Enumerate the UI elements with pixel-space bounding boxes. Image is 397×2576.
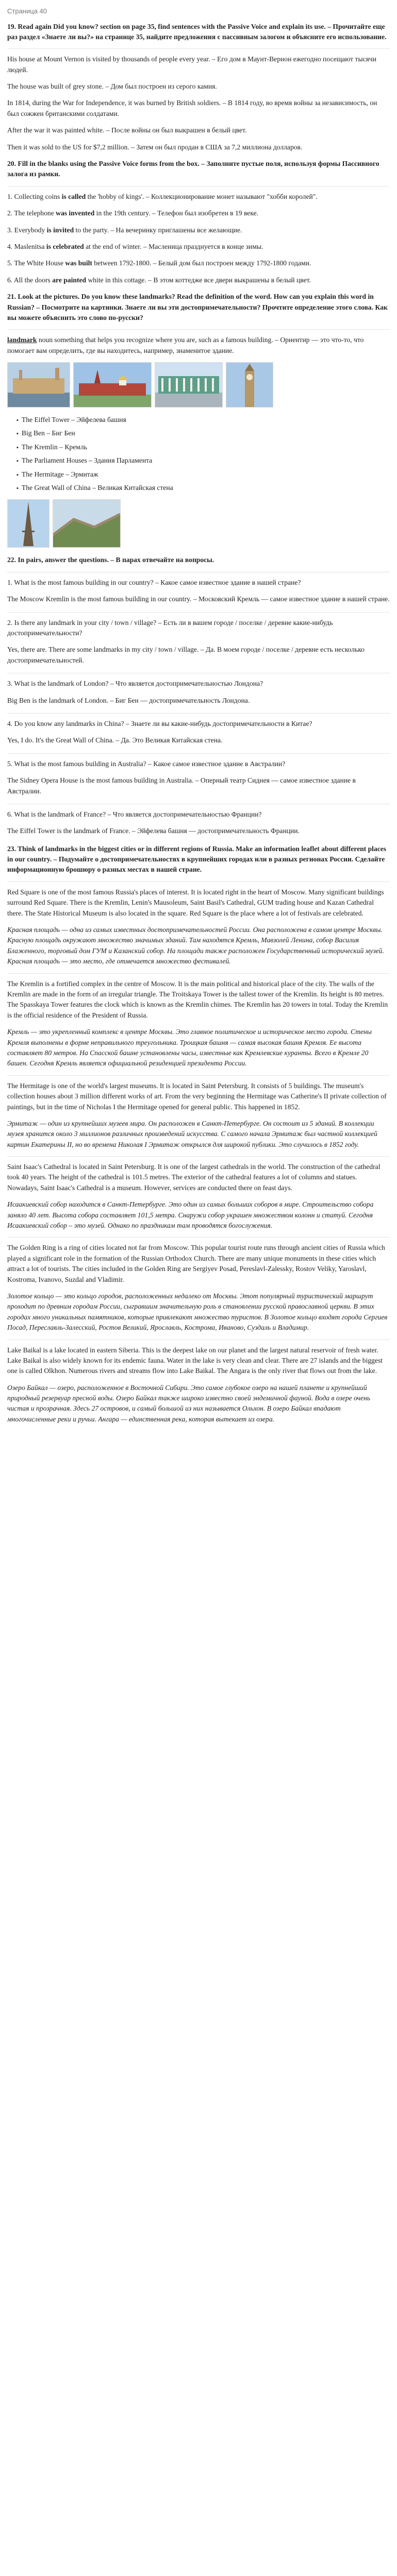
- landmark-photos-row-2: [7, 499, 390, 548]
- ex23-paragraph-en: The Kremlin is a fortified complex in the centre of Moscow. It is the main political and historical place of the city. The walls of the Kremlin are made in the form of an irregular triangle. The Troitskaya Tower is the tallest tower of the Kremlin. Its height is 80 metres. The Spasskaya Tower features the clock which is known as the Kremlin chimes. The Kremlin has 20 towers in total. Today the Kremlin is the official residence of the President of Russia.: [7, 979, 388, 1019]
- ex22-answer: Big Ben is the landmark of London. – Биг Бен — достопримечательность Лондона.: [7, 696, 250, 704]
- landmark-item: ▪ The Eiffel Tower – Эйфелева башня: [16, 415, 390, 425]
- ex23-paragraph-ru: Озеро Байкал — озеро, расположенное в Восточной Сибири. Это самое глубокое озеро на нашей планете и крупнейший природный резервуар пресной воды. Озеро Байкал также широко известно своей эндемичной фауной. Вода в озере очень чистая и прозрачная. Здесь 27 островов, и самый большой из них называется Ольхон. В озеро Байкал впадают многочисленные реки и ручьи. Ангара — единственная река, которая вытекает из озера.: [7, 1383, 370, 1423]
- definition-word: landmark: [7, 336, 37, 344]
- photo-great-wall: [53, 499, 121, 548]
- ex20-item-answer: are painted: [52, 276, 87, 284]
- photo-kremlin: [73, 362, 152, 408]
- ex23-paragraph-ru: Эрмитаж — один из крупнейших музеев мира. Он расположен в Санкт-Петербурге. Он состоит из 5 зданий. В коллекции музея хранится около 3 миллионов различных произведений искусства. С самого начала Эрмитаж был частной коллекцией картин Екатерины II, но во времена Николая I Эрмитаж открылся для широкой публики. Это случилось в 1852 году.: [7, 1119, 377, 1148]
- page-label: Страница 40: [7, 7, 47, 15]
- ex20-item-answer: was invented: [56, 209, 95, 217]
- ex19-item: His house at Mount Vernon is visited by thousands of people every year. – Его дом в Маунт-Вернон ежегодно посещают тысячи людей.: [7, 55, 376, 74]
- ex23-paragraph-ru: Кремль — это укрепленный комплекс в центре Москвы. Это главное политическое и историческое место города. Стены Кремля выполнены в форме неправильного треугольника. Троицкая башня — самая высокая башня Кремля. Ее высота составляет 80 метров. На Спасской башне установлены часы, известные как Кремлевские куранты. Всего в Кремле 20 башен. Сегодня Кремль является официальной резиденцией президента России.: [7, 1028, 372, 1067]
- ex20-item-answer: is invited: [46, 226, 74, 234]
- divider: [7, 753, 390, 754]
- ex23-paragraph-ru: Исаакиевский собор находится в Санкт-Петербурге. Это один из самых больших соборов в мире. Строительство собора заняло 40 лет. Высота собора составляет 101,5 метра. Снаружи собор украшен множеством колонн и статуй. Сегодня Исаакиевский собор – это музей. Однако по праздникам там проводятся богослужения.: [7, 1200, 374, 1230]
- ex23-paragraph-en: Lake Baikal is a lake located in eastern Siberia. This is the deepest lake on our planet and the largest natural reservoir of fresh water. Lake Baikal is also widely known for its endemic fauna. Water in the lake is very clean and clear. There are 27 islands and the biggest one is called Olkhon. Numerous rivers and streams flow into Lake Baikal. The Angara is the only river that flows out from the lake.: [7, 1346, 383, 1375]
- ex22-question: 2. Is there any landmark in your city / town / village? – Есть ли в вашем городе / поселке / деревне какие-нибудь достопримечательности?: [7, 618, 333, 637]
- divider: [7, 713, 390, 714]
- ex20-item-post: the 'hobby of kings'. – Коллекционирование монет называют "хобби королей".: [86, 192, 318, 200]
- divider: [7, 329, 390, 330]
- ex23-title: 23. Think of landmarks in the biggest cities or in different regions of Russia. Make an information leaflet about different places in our country. – Подумайте о достопримечательностях в крупнейших городах или в разных регионах России. Сделайте информационную брошюру о разных местах в нашей стране.: [7, 844, 387, 874]
- ex20-item-post: in the 19th century. – Телефон был изобретен в 19 веке.: [94, 209, 259, 217]
- ex20-item-answer: is called: [61, 192, 86, 200]
- ex22-question: 5. What is the most famous building in Australia? – Какое самое известное здание в Австралии?: [7, 759, 286, 768]
- divider: [7, 612, 390, 613]
- ex19-item: The house was built of grey stone. – Дом был построен из серого камня.: [7, 82, 217, 91]
- ex20-item-answer: is celebrated: [46, 242, 84, 250]
- definition-text: noun something that helps you recognize where you are, such as a famous building. – Ориентир — это что-то, что помогает вам определить, где вы находитесь, например, знаменитое здание.: [7, 336, 364, 354]
- ex20-item-post: between 1792-1800. – Белый дом был построен между 1792-1800 годами.: [92, 259, 311, 267]
- ex20-item: [7, 208, 390, 218]
- ex23-paragraph-ru: Золотое кольцо — это кольцо городов, расположенных недалеко от Москвы. Этот популярный туристический маршрут проходит по древним городам России, сыгравшим значительную роль в становлении русской православной церкви. В этих городах много уникальных памятников, которые привлекают множество туристов. В Золотое кольцо входят города Сергиев Посад, Переславль-Залесский, Ростов Великий, Ярославль, Кострома, Иваново, Суздаль и Владимир.: [7, 1292, 388, 1332]
- ex20-title: 20. Fill in the blanks using the Passive Voice forms from the box. – Заполните пустые поля, используя формы Пассивного залога из рамки.: [7, 160, 379, 178]
- photo-parliament: [7, 362, 70, 408]
- ex20-item: [7, 275, 390, 285]
- ex22-answer: Yes, there are. There are some landmarks in my city / town / village. – Да. В моем городе / поселке / деревне есть несколько достопримечательностей.: [7, 646, 365, 664]
- ex20-item-post: white in this cottage. – В этом коттедже все двери выкрашены в белый цвет.: [86, 276, 311, 284]
- ex22-question: 4. Do you know any landmarks in China? – Знаете ли вы какие-нибудь достопримечательности в Китае?: [7, 719, 312, 727]
- divider: [7, 186, 390, 187]
- ex21-definition: [7, 335, 390, 356]
- ex20-item-pre: 2. The telephone: [7, 209, 56, 217]
- ex20-item-pre: 4. Maslenitsa: [7, 242, 46, 250]
- photo-hermitage: [155, 362, 223, 408]
- landmark-item: ▪ The Kremlin – Кремль: [16, 442, 390, 452]
- ex22-question: 1. What is the most famous building in our country? – Какое самое известное здание в нашей стране?: [7, 578, 301, 586]
- landmark-photos-row-1: [7, 362, 390, 408]
- ex20-item-pre: 5. The White House: [7, 259, 65, 267]
- ex20-item: [7, 192, 390, 202]
- landmark-item: ▪ The Hermitage – Эрмитаж: [16, 469, 390, 480]
- ex19-item: In 1814, during the War for Independence, it was burned by British soldiers. – В 1814 году, во время войны за независимость, он был сожжен британскими солдатами.: [7, 99, 377, 117]
- landmark-item: ▪ The Parliament Houses – Здания Парламента: [16, 455, 390, 466]
- ex20-item-answer: was built: [65, 259, 92, 267]
- landmark-item: ▪ Big Ben – Биг Бен: [16, 428, 390, 438]
- ex19-item: After the war it was painted white. – После войны он был выкрашен в белый цвет.: [7, 126, 247, 134]
- divider: [7, 48, 390, 49]
- divider: [7, 1156, 390, 1157]
- ex23-paragraph-ru: Красная площадь — одна из самых известных достопримечательностей России. Она расположена в самом центре Москвы. Красную площадь окружают множество значимых зданий. Там находятся Кремль, Мавзолей Ленина, собор Василия Блаженного, торговый дом ГУМ и Казанский собор. На площади также расположен Государственный исторический музей. Красная площадь — это место, где отмечается множество фестивалей.: [7, 926, 384, 965]
- ex20-item-post: at the end of winter. – Масленица празднуется в конце зимы.: [84, 242, 263, 250]
- ex20-item: [7, 258, 390, 268]
- landmark-list: [7, 415, 390, 493]
- photo-eiffel-tower: [7, 499, 49, 548]
- ex20-item-pre: 3. Everybody: [7, 226, 47, 234]
- ex22-question: 6. What is the landmark of France? – Что является достопримечательностью Франции?: [7, 810, 262, 818]
- divider: [7, 1075, 390, 1076]
- ex22-answer: The Moscow Kremlin is the most famous building in our country. – Московский Кремль — самое известное здание в нашей стране.: [7, 595, 390, 603]
- ex23-paragraph-en: The Hermitage is one of the world's largest museums. It is located in Saint Petersburg. It consists of 5 buildings. The museum's collection houses about 3 million different works of art. From the very beginning the Hermitage was Catherine's II private collection of paintings, but in the time of Nicholas I the Hermitage opened for general public. This happened in 1852.: [7, 1081, 387, 1111]
- ex20-item: [7, 225, 390, 235]
- ex21-title: 21. Look at the pictures. Do you know these landmarks? Read the definition of the word. How can you explain this word in Russian? – Посмотрите на картинки. Знаете ли вы эти достопримечательности? Прочтите определение этого слова. Как вы можете объяснить это слово по-русски?: [7, 293, 388, 321]
- ex22-answer: Yes, I do. It's the Great Wall of China. – Да. Это Великая Китайская стена.: [7, 736, 223, 744]
- ex20-item-post: to the party. – На вечеринку приглашены все желающие.: [74, 226, 242, 234]
- ex22-answer: The Eiffel Tower is the landmark of France. – Эйфелева башня — достопримечательность Франции.: [7, 827, 300, 835]
- ex23-paragraph-en: The Golden Ring is a ring of cities located not far from Moscow. This popular tourist route runs through ancient cities of Russia which played a significant role in the formation of the Russian Orthodox Church. There are many unique monuments in these cities which attract a lot of tourists. The cities included in the Golden Ring are Sergiyev Posad, Pereslavl-Zalessky, Rostov Veliky, Yaroslavl, Kostroma, Ivanovo, Suzdal and Vladimir.: [7, 1244, 385, 1283]
- ex20-item-pre: 6. All the doors: [7, 276, 53, 284]
- landmark-item: ▪ The Great Wall of China – Великая Китайская стена: [16, 483, 390, 493]
- ex23-paragraph-en: Red Square is one of the most famous Russia's places of interest. It is located right in the heart of Moscow. Many significant buildings surround Red Square. There is the Kremlin, Lenin's Mausoleum, Saint Basil's Cathedral, GUM trading house and Kazan Cathedral there. The State Historical Museum is also located in the square. Red Square is the place where a lot of festivals are celebrated.: [7, 888, 384, 917]
- divider: [7, 973, 390, 974]
- divider: [7, 1237, 390, 1238]
- ex20-item-pre: 1. Collecting coins: [7, 192, 62, 200]
- ex20-item: [7, 242, 390, 252]
- ex22-question: 3. What is the landmark of London? – Что является достопримечательностью Лондона?: [7, 680, 263, 688]
- ex19-item: Then it was sold to the US for $7,2 million. – Затем он был продан в США за 7,2 миллиона долларов.: [7, 143, 303, 151]
- ex22-answer: The Sidney Opera House is the most famous building in Australia. – Оперный театр Сиднея — самое известное здание в Австралии.: [7, 776, 356, 795]
- ex22-title: 22. In pairs, answer the questions. – В парах отвечайте на вопросы.: [7, 556, 214, 564]
- photo-big-ben: [226, 362, 273, 408]
- ex19-title: 19. Read again Did you know? section on page 35, find sentences with the Passive Voice and explain its use. – Прочитайте еще раз раздел «Знаете ли вы?» на странице 35, найдите предложения с пассивным залогом и объясните его использование.: [7, 22, 387, 41]
- ex23-paragraph-en: Saint Isaac's Cathedral is located in Saint Petersburg. It is one of the largest cathedrals in the world. The construction of the cathedral took 40 years. The height of the cathedral is 101.5 metres. The exterior of the cathedral features a lot of columns and statues. Nowadays, Saint Isaac's Cathedral is a museum. However, services are conducted there on feast days.: [7, 1163, 381, 1192]
